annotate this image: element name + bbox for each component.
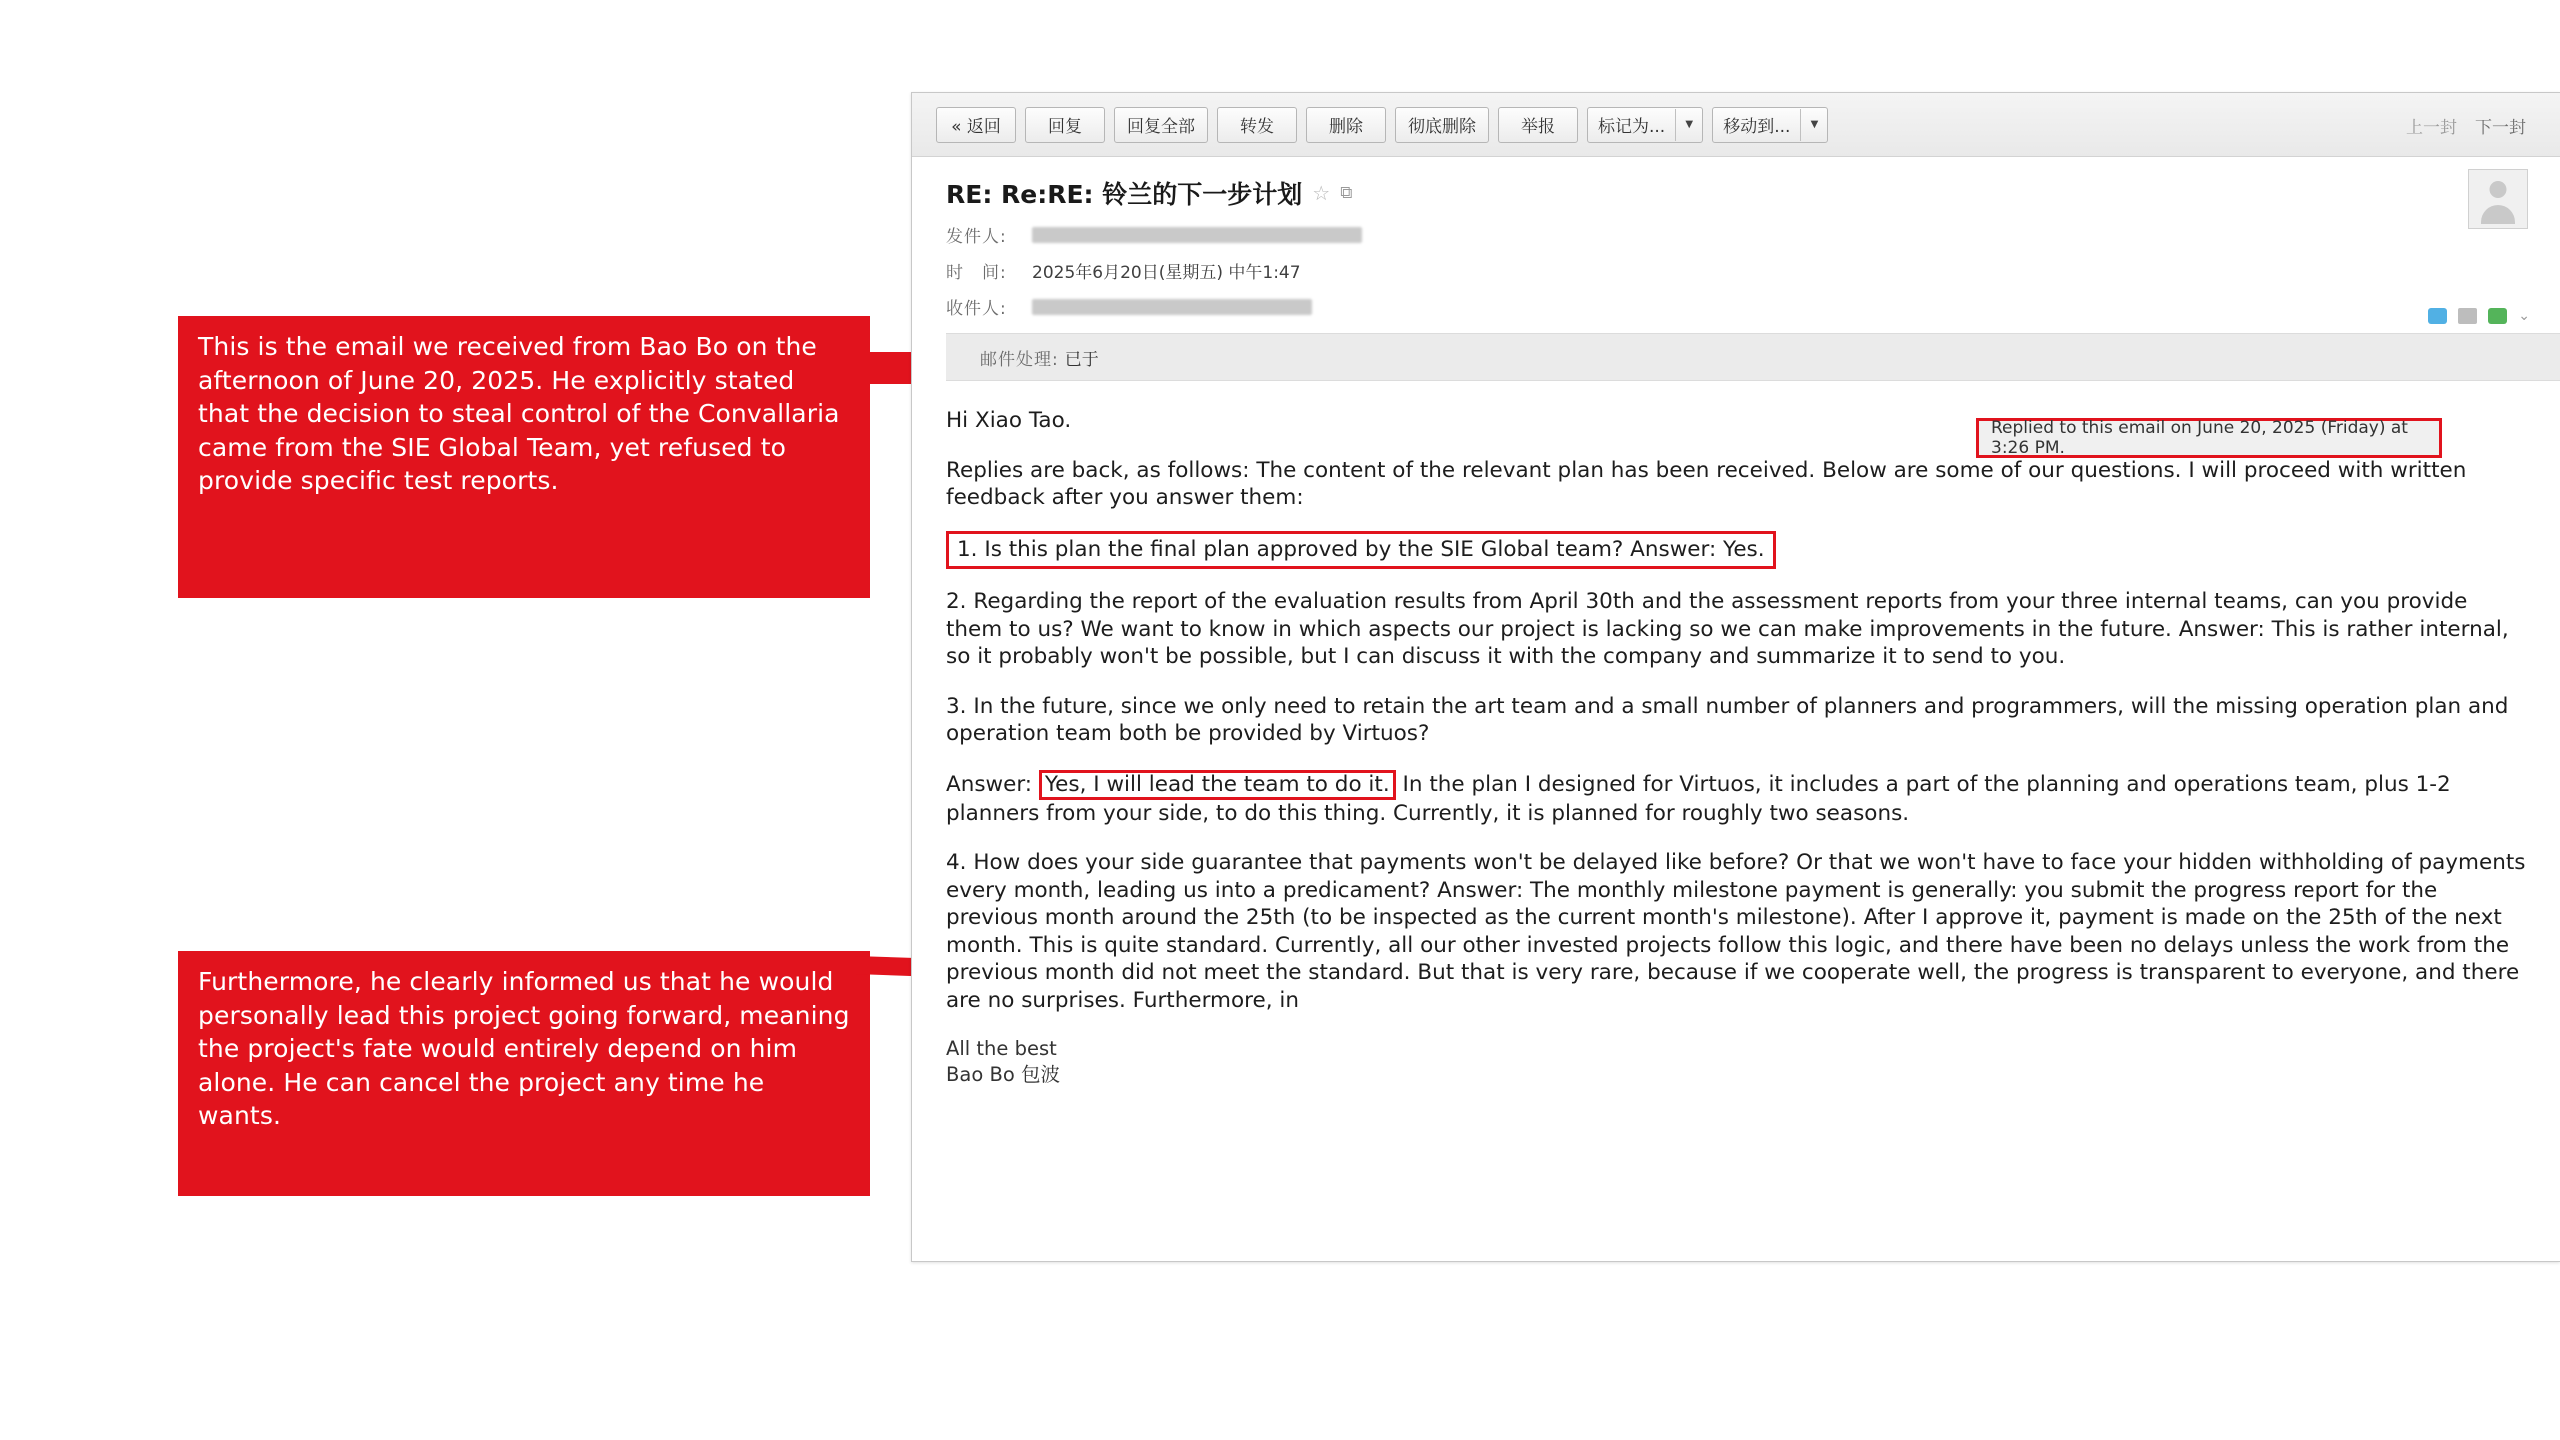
translate-icon[interactable] <box>2488 308 2507 324</box>
from-label: 发件人: <box>946 227 1007 247</box>
delete-button[interactable]: 删除 <box>1306 107 1386 143</box>
mail-body <box>912 381 2560 1014</box>
body-greeting: Hi Xiao Tao. <box>946 408 1072 433</box>
open-in-window-icon[interactable]: ⧉ <box>1340 183 1353 202</box>
move-to-dropdown[interactable] <box>1712 107 1828 143</box>
mail-toolbar <box>912 93 2560 157</box>
note-icon[interactable] <box>2458 308 2477 324</box>
to-value-redacted <box>1032 299 1312 315</box>
star-icon[interactable]: ☆ <box>1312 182 1331 205</box>
avatar-head-icon <box>2490 181 2507 198</box>
date-label: 时 间: <box>946 263 1007 283</box>
replied-notice-text: Replied to this email on June 20, 2025 (Friday) at 3:26 PM. <box>1991 418 2408 458</box>
reply-all-button[interactable]: 回复全部 <box>1114 107 1208 143</box>
to-row <box>946 294 2560 319</box>
body-question-2: 2. Regarding the report of the evaluation results from April 30th and the assessment reports from your three internal teams, can you provide them to us? We want to know in which aspects our project is lacking so we can make improvements in the future. Answer: This is rather internal, so it probably won't be possible, but I can discuss it with the company and summarize it to send to you. <box>946 589 2509 670</box>
process-label: 邮件处理: <box>980 349 1059 370</box>
body-question-1 <box>946 534 2526 567</box>
sign-off: All the best <box>946 1037 1057 1061</box>
body-question-3-answer <box>946 770 2526 828</box>
chevron-down-icon: ▼ <box>1800 109 1827 141</box>
mark-as-label: 标记为... <box>1598 117 1666 137</box>
annotation-callout-2: Furthermore, he clearly informed us that he would personally lead this project going forward, meaning the project's fate would entirely depend on him alone. He can cancel the project any time he wants. <box>178 951 870 1196</box>
mark-as-dropdown[interactable] <box>1587 107 1703 143</box>
mail-signature <box>912 1036 2560 1087</box>
mail-subject: RE: Re:RE: 铃兰的下一步计划 <box>946 180 1303 209</box>
next-message-link[interactable]: 下一封 <box>2475 117 2526 138</box>
forward-button[interactable]: 转发 <box>1217 107 1297 143</box>
refresh-icon[interactable] <box>2428 308 2447 324</box>
sender-name: Bao Bo 包波 <box>946 1063 1060 1087</box>
back-button[interactable]: « 返回 <box>936 107 1016 143</box>
chevron-down-icon[interactable]: ⌄ <box>2518 307 2530 323</box>
header-action-icons <box>2428 307 2530 324</box>
annotation-callout-1: This is the email we received from Bao Bo on the afternoon of June 20, 2025. He explicitly stated that the decision to steal control of the Convallaria came from the SIE Global Team, yet refused to provide specific test reports. <box>178 316 870 598</box>
from-value-redacted <box>1032 227 1362 243</box>
reply-button[interactable]: 回复 <box>1025 107 1105 143</box>
body-question-3: 3. In the future, since we only need to retain the art team and a small number of planners and programmers, will the missing operation plan and operation team both be provided by Virtuos? <box>946 693 2509 747</box>
delete-permanently-button[interactable]: 彻底删除 <box>1395 107 1489 143</box>
avatar <box>2468 169 2528 229</box>
mail-window <box>911 92 2560 1262</box>
date-value: 2025年6月20日(星期五) 中午1:47 <box>1032 263 1301 283</box>
date-row <box>946 258 2560 283</box>
move-to-label: 移动到... <box>1723 117 1791 137</box>
answer-rest: In the plan I designed for Virtuos, it includes a part of the planning and operations team, plus 1-2 planners from your side, to do this thing. Currently, it is planned for roughly two seasons. <box>946 771 2451 826</box>
prev-message-link[interactable]: 上一封 <box>2406 117 2457 138</box>
answer-highlight: Yes, I will lead the team to do it. <box>1039 770 1396 800</box>
body-intro: Replies are back, as follows: The content of the relevant plan has been received. Below are some of our questions. I will proceed with written feedback after you answer them: <box>946 457 2467 511</box>
process-value: 已于 <box>1064 349 1099 370</box>
toolbar-navigation <box>2406 93 2526 157</box>
from-row <box>946 222 2560 247</box>
subject-row <box>946 175 2560 211</box>
chevron-down-icon: ▼ <box>1675 109 1702 141</box>
mail-process-row <box>946 333 2560 381</box>
to-label: 收件人: <box>946 299 1007 319</box>
mail-header <box>912 157 2560 381</box>
report-button[interactable]: 举报 <box>1498 107 1578 143</box>
avatar-body-icon <box>2481 205 2515 224</box>
answer-prefix: Answer: <box>946 771 1033 797</box>
body-question-4: 4. How does your side guarantee that payments won't be delayed like before? Or that we won't have to face your hidden withholding of payments every month, leading us into a predicament? Answer: The monthly milestone payment is generally: you submit the progress report for the previous month around the 25th (to be inspected as the current month's milestone). After I approve it, payment is made on the 25th of the next month. This is quite standard. Currently, all our other invested projects follow this logic, and there have been no delays unless the work from the previous month did not meet the standard. But that is very rare, because if we cooperate well, the progress is transparent to everyone, and there are no surprises. Furthermore, in <box>946 850 2526 1013</box>
question-1-highlight: 1. Is this plan the final plan approved by the SIE Global team? Answer: Yes. <box>946 531 1776 570</box>
